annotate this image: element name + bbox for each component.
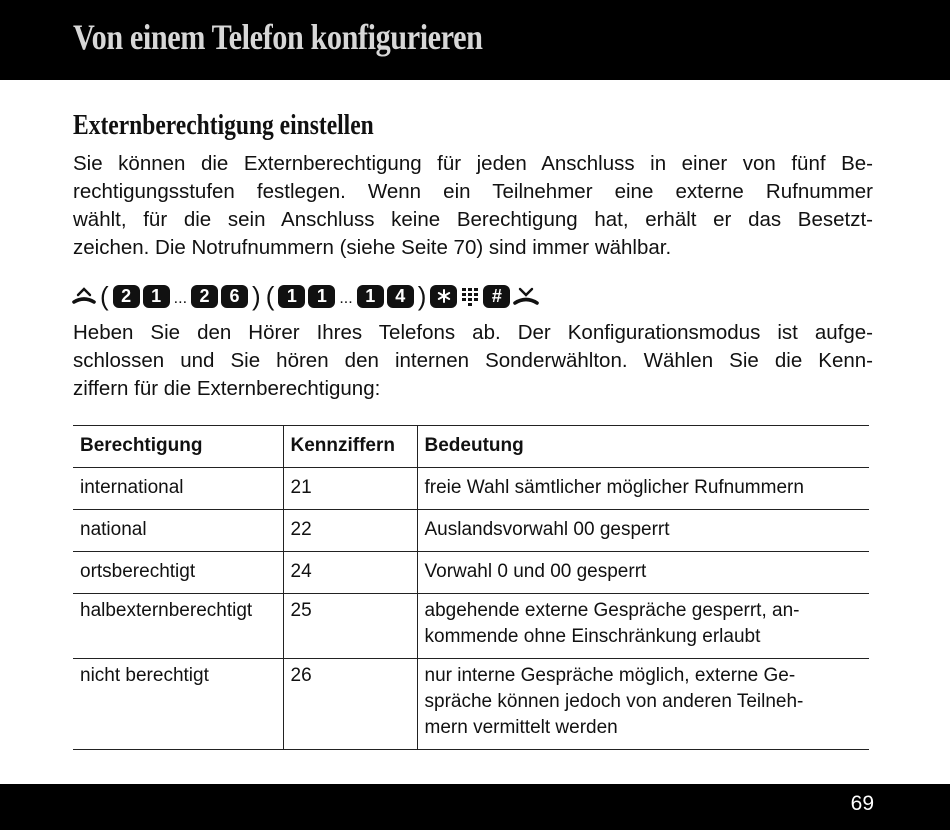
- column-header: Berechtigung: [73, 426, 283, 468]
- meaning-line: spräche können jedoch von anderen Teilneh-: [424, 691, 804, 712]
- table-row: [73, 594, 869, 659]
- table-row: [73, 510, 869, 552]
- code-cell: 25: [283, 594, 417, 659]
- code-cell: 24: [283, 552, 417, 594]
- permission-cell: national: [73, 510, 283, 552]
- key-sequence: [72, 282, 539, 310]
- digit-key: 1: [143, 285, 170, 308]
- permission-cell: international: [73, 468, 283, 510]
- digit-key: 4: [387, 285, 414, 308]
- table-row: [73, 468, 869, 510]
- meaning-line: mern vermittelt werden: [424, 717, 618, 738]
- permission-cell: nicht berechtigt: [73, 659, 283, 750]
- meaning-line: nur interne Gespräche möglich, externe Ge-: [424, 665, 796, 686]
- page-number: 69: [850, 792, 874, 815]
- meaning-cell: [417, 552, 869, 594]
- meaning-cell: [417, 510, 869, 552]
- star-key-icon: [430, 285, 457, 308]
- intro-line: zeichen. Die Notrufnummern (siehe Seite 70) sind immer wählbar.: [73, 236, 672, 259]
- meaning-line: abgehende externe Gespräche gesperrt, an-: [424, 600, 800, 621]
- instruction-paragraph: [73, 319, 873, 403]
- digit-key: 1: [278, 285, 305, 308]
- meaning-line: Vorwahl 0 und 00 gesperrt: [424, 561, 647, 582]
- page-footer: [0, 784, 950, 830]
- handset-hangup-icon: [513, 286, 539, 306]
- instruction-line: ziffern für die Externberechtigung:: [73, 377, 381, 400]
- digit-key: 2: [113, 285, 140, 308]
- close-paren: ): [417, 281, 427, 311]
- column-header: Bedeutung: [417, 426, 869, 468]
- instruction-line: schlossen und Sie hören den internen Sonderwählton. Wählen Sie die Kenn-: [73, 349, 873, 372]
- hash-key: #: [483, 285, 510, 308]
- digit-key: 1: [308, 285, 335, 308]
- range-ellipsis: ...: [173, 290, 188, 307]
- table-header-row: [73, 426, 869, 468]
- meaning-line: Auslandsvorwahl 00 gesperrt: [424, 519, 670, 540]
- table-row: [73, 552, 869, 594]
- page-header: [0, 0, 950, 80]
- meaning-line: freie Wahl sämtlicher möglicher Rufnummern: [424, 477, 804, 498]
- meaning-cell: [417, 659, 869, 750]
- section-title: Externberechtigung einstellen: [73, 110, 374, 141]
- instruction-line: Heben Sie den Hörer Ihres Telefons ab. Der Konfigurationsmodus ist aufge-: [73, 321, 873, 344]
- digit-key: 6: [221, 285, 248, 308]
- permission-cell: ortsberechtigt: [73, 552, 283, 594]
- intro-line: Sie können die Externberechtigung für jeden Anschluss in einer von fünf Be-: [73, 152, 873, 175]
- permission-cell: halbexternberechtigt: [73, 594, 283, 659]
- chapter-title: Von einem Telefon konfigurieren: [73, 17, 483, 57]
- meaning-line: kommende ohne Einschränkung erlaubt: [424, 626, 761, 647]
- code-cell: 22: [283, 510, 417, 552]
- close-paren: ): [252, 281, 261, 311]
- meaning-cell: [417, 468, 869, 510]
- permission-table: [73, 425, 869, 750]
- table-row: [73, 659, 869, 750]
- digit-key: 2: [191, 285, 218, 308]
- column-header: Kennziffern: [283, 426, 417, 468]
- handset-lift-icon: [72, 286, 96, 306]
- intro-line: wählt, für die sein Anschluss keine Berechtigung hat, erhält er das Besetzt-: [73, 208, 873, 231]
- intro-line: rechtigungsstufen festlegen. Wenn ein Teilnehmer eine externe Rufnummer: [73, 180, 873, 203]
- open-paren: (: [265, 281, 275, 311]
- code-cell: 26: [283, 659, 417, 750]
- intro-paragraph: [73, 150, 873, 262]
- meaning-cell: [417, 594, 869, 659]
- code-cell: 21: [283, 468, 417, 510]
- range-ellipsis: ...: [339, 290, 353, 307]
- digit-key: 1: [357, 285, 384, 308]
- open-paren: (: [100, 281, 109, 311]
- keypad-icon: [460, 286, 480, 306]
